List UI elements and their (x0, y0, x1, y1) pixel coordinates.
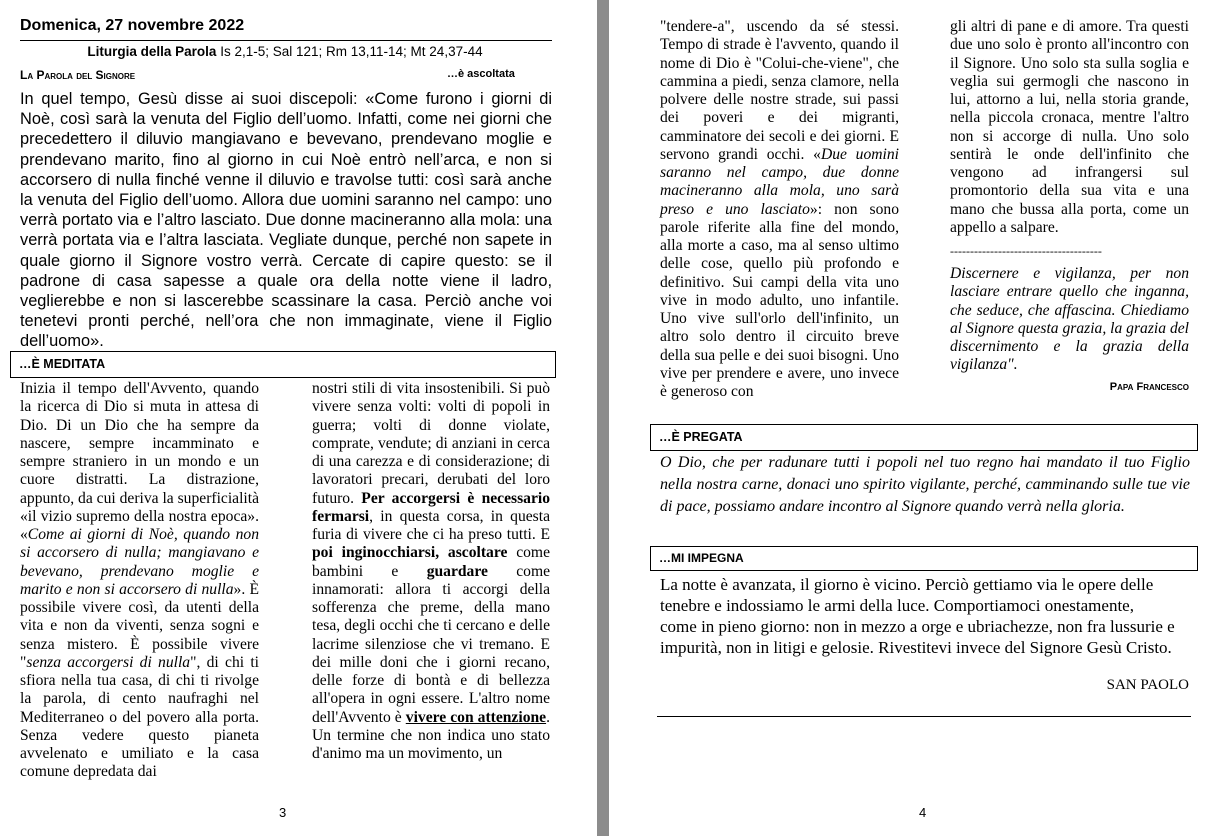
date-heading: Domenica, 27 novembre 2022 (20, 17, 245, 34)
liturgy-line (20, 44, 550, 59)
commit-author: SAN PAOLO (1106, 677, 1189, 693)
meditated-heading: …È MEDITATA (10, 351, 556, 378)
footer-rule (657, 716, 1191, 717)
listened-label: …è ascoltata (447, 68, 515, 80)
commit-text: La notte è avanzata, il giorno è vicino. Perciò gettiamo via le opere delle tenebre e indossiamo le armi della luce. Comportiamoci onestamente, come in pieno giorno: non in mezzo a orge e ubriachezze, non fra lussurie e impurità, non in litigi e gelosie. Rivestitevi invece del Signore Gesù Cristo. (660, 575, 1175, 657)
meditation-column-1: Inizia il tempo dell'Avvento, quando la ricerca di Dio si muta in attesa di Dio. Di un Dio che ha sempre da nascere, sempre incamminato e sempre straniero in un mondo e un cuore distratti. La distrazione, appunto, da cui deriva la superficialità «il vizio supremo della nostra epoca». «Come ai giorni di Noè, quando non si accorsero di nulla; mangiavano e bevevano, prendevano moglie e marito e non si accorsero di nulla». È possibile vivere così, da utenti della vita e non da viventi, senza sogni e senza mistero. È possibile vivere "senza accorgersi di nulla", di chi ti sfiora nella tua casa, di chi ti rivolge la parola, di cento naufraghi nel Mediterraneo o del povero alla porta. Senza vedere questo pianeta avvelenato e umiliato e la casa comune depredata dai (20, 380, 260, 781)
liturgy-title: Liturgia della Parola (87, 44, 217, 59)
meditation-column-3: "tendere-a", uscendo da sé stessi. Tempo di strade è l'avvento, quando il nome di Dio è "Colui-che-viene", che cammina a piedi, senza clamore, nella polvere delle nostre strade, sui passi dei poveri e dei migranti, camminatore dei secoli e dei giorni. E servono grandi occhi. «Due uomini saranno nel campo, due donne macineranno alla mola, uno sarà preso e uno lasciato»: non sono parole riferite alla fine del mondo, alla morte a caso, ma al senso ultimo delle cose, quello più profondo e definitivo. Sui campi della vita uno vive in modo adulto, uno infantile. Uno vive sull'orlo dell'infinito, un altro solo dentro il circuito breve della sua pelle e dei suoi bisogni. Uno vive per prendere e avere, uno invece è generoso con (660, 18, 899, 400)
meditation-column-2: nostri stili di vita insostenibili. Si può vivere senza volti: volti di popoli in guerra; volti di donne violate, comprate, vendute; di anziani in cerca di una carezza e di considerazione; di lavoratori precari, derubati del loro futuro. Per accorgersi è necessario fermarsi, in questa corsa, in questa furia di vivere che ci ha preso tutti. E poi inginocchiarsi, ascoltare come bambini e guardare come innamorati: allora ti accorgi della sofferenza che preme, della mano tesa, degli occhi che ti cercano e delle lacrime silenziose che vi tremano. E dei mille doni che i giorni recano, delle forze di bontà e di bellezza all'opera in ogni essere. L'altro nome dell'Avvento è vivere con attenzione. Un termine che non indica uno stato d'animo ma un movimento, un (312, 380, 551, 762)
quote-separator: -------------------------------------- (950, 244, 1102, 258)
commit-heading: …MI IMPEGNA (650, 546, 1198, 571)
left-page (0, 0, 597, 836)
liturgy-refs: Is 2,1-5; Sal 121; Rm 13,11-14; Mt 24,37-44 (220, 44, 483, 59)
prayed-heading: …È PREGATA (650, 424, 1198, 451)
pope-signature: Papa Francesco (1109, 381, 1189, 393)
meditation-column-4: gli altri di pane e di amore. Tra questi due uno solo è pronto all'incontro con il Signore. Uno solo sta sulla soglia e veglia sui germogli che nascono in lui, attorno a lui, nella storia grande, nella piccola cronaca, mentre l'altro non si accorge di nulla. Uno solo sentirà le onde dell'infinito che vengono ad infrangersi sul promontorio della sua vita e una mano che bussa alla porta, come un appello a salpare. (950, 18, 1189, 236)
page-number-right: 4 (919, 805, 927, 820)
pope-quote: Discernere e vigilanza, per non lasciare entrare quello che inganna, che seduce, che affascina. Chiediamo al Signore questa grazia, la grazia del discernimento e la grazia della vigilanza". (950, 265, 1189, 374)
word-of-lord-label: La Parola del Signore (20, 68, 136, 82)
header-rule (20, 40, 552, 41)
right-page (609, 0, 1223, 836)
page-number-left: 3 (279, 805, 287, 820)
page-divider (597, 0, 609, 836)
prayer-text: O Dio, che per radunare tutti i popoli nel tuo regno hai mandato il tuo Figlio nella nostra carne, donaci uno spirito vigilante, perché, camminando sulle tue vie di pace, possiamo andare incontro al Signore quando verrà nella gloria. (660, 454, 1190, 516)
gospel-text: In quel tempo, Gesù disse ai suoi discepoli: «Come furono i giorni di Noè, così sarà la venuta del Figlio dell’uomo. Infatti, come nei giorni che precedettero il diluvio mangiavano e bevevano, prendevano moglie e prendevano marito, fino al giorno in cui Noè entrò nell’arca, e non si accorsero di nulla finché venne il diluvio e travolse tutti: così sarà anche la venuta del Figlio dell’uomo. Allora due uomini saranno nel campo: uno verrà portato via e l’altro lasciato. Due donne macineranno alla mola: una verrà portata via e l’altra lasciata. Vegliate dunque, perché non sapete in quale giorno il Signore vostro verrà. Cercate di capire questo: se il padrone di casa sapesse a quale ora della notte viene il ladro, veglierebbe e non si lascerebbe scassinare la casa. Perciò anche voi tenetevi pronti perché, nell’ora che non immaginate, viene il Figlio dell’uomo». (20, 90, 552, 351)
